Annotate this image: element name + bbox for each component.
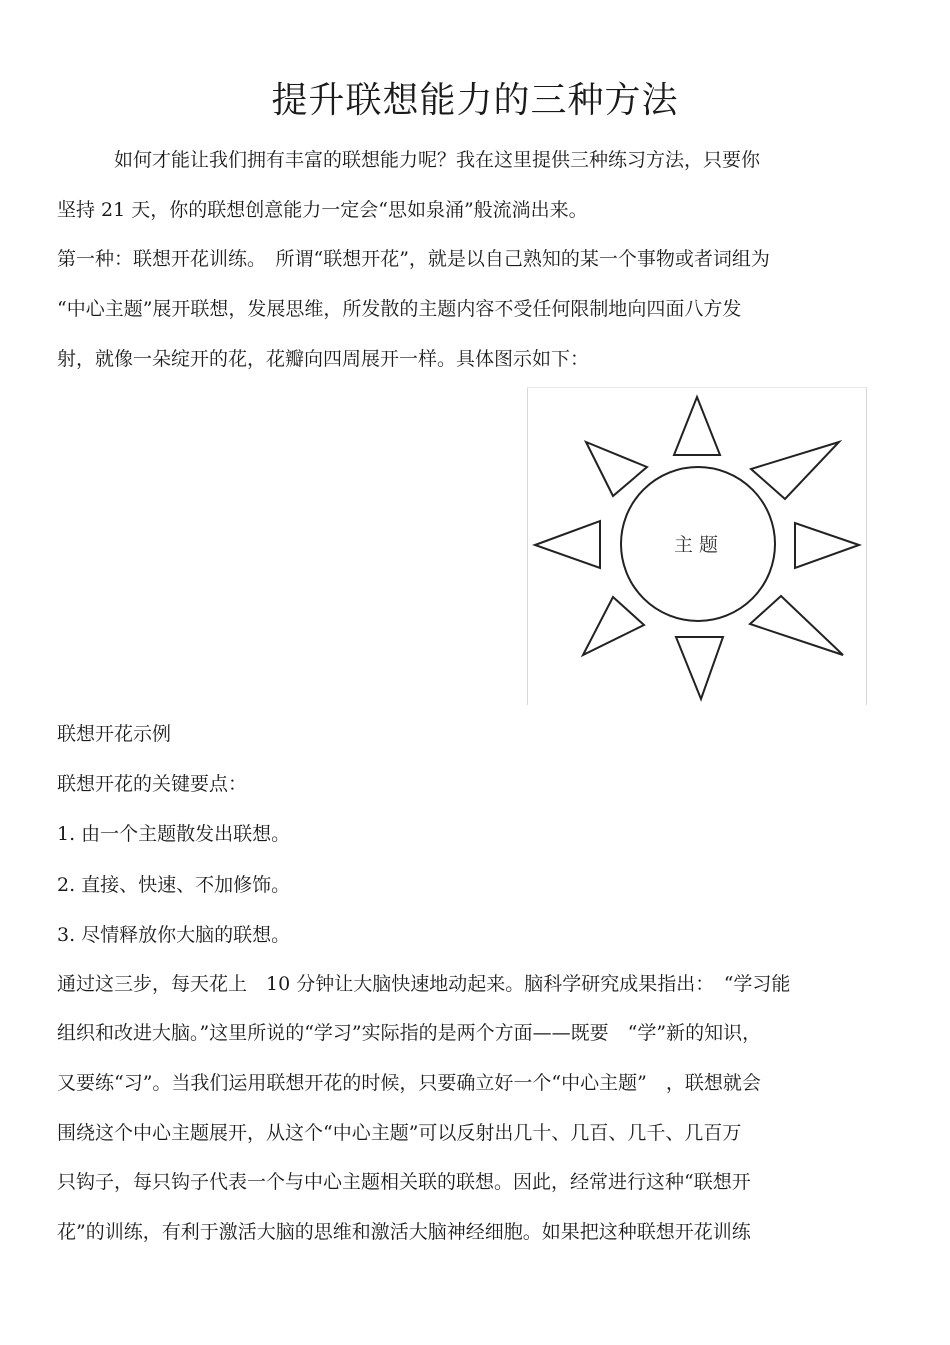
body-line-5: 只钩子，每只钩子代表一个与中心主题相关联的联想。因此，经常进行这种“联想开 — [57, 1171, 751, 1193]
petal-left — [535, 521, 600, 568]
method-one-line-2: “中心主题”展开联想，发展思维，所发散的主题内容不受任何限制地向四面八方发 — [57, 298, 742, 320]
body-line-4: 围绕这个中心主题展开，从这个“中心主题”可以反射出几十、几百、几千、几百万 — [57, 1122, 742, 1144]
body-line-2: 组织和改进大脑。”这里所说的“学习”实际指的是两个方面——既要 “学”新的知识， — [57, 1022, 762, 1044]
center-topic-label: 主 题 — [673, 534, 719, 556]
association-flower-diagram — [527, 387, 867, 705]
petal-bottom-left — [583, 597, 644, 655]
key-point-3: 3. 尽情释放你大脑的联想。 — [57, 924, 291, 946]
method-one-line-1: 第一种：联想开花训练。 所谓“联想开花”，就是以自己熟知的某一个事物或者词组为 — [57, 248, 770, 270]
petal-right — [795, 523, 859, 568]
page-title: 提升联想能力的三种方法 — [271, 80, 679, 121]
key-point-2: 2. 直接、快速、不加修饰。 — [57, 874, 291, 896]
key-points-heading: 联想开花的关键要点： — [57, 773, 248, 795]
key-point-1: 1. 由一个主题散发出联想。 — [57, 823, 291, 845]
petal-top — [674, 397, 720, 455]
petal-top-right — [751, 442, 839, 499]
body-line-3: 又要练“习”。当我们运用联想开花的时候，只要确立好一个“中心主题” ，联想就会 — [57, 1072, 761, 1094]
intro-line-2: 坚持 21 天，你的联想创意能力一定会“思如泉涌”般流淌出来。 — [57, 199, 588, 221]
body-line-6: 花”的训练，有利于激活大脑的思维和激活大脑神经细胞。如果把这种联想开花训练 — [57, 1221, 751, 1243]
body-line-1: 通过这三步，每天花上 10 分钟让大脑快速地动起来。脑科学研究成果指出： “学习能 — [57, 973, 791, 995]
intro-line-1: 如何才能让我们拥有丰富的联想能力呢？我在这里提供三种练习方法，只要你 — [57, 149, 761, 171]
diagram-caption: 联想开花示例 — [57, 723, 172, 745]
method-one-line-3: 射，就像一朵绽开的花，花瓣向四周展开一样。具体图示如下： — [57, 348, 590, 370]
petal-bottom-right — [750, 596, 843, 655]
petal-bottom — [676, 637, 723, 699]
petal-top-left — [586, 442, 647, 496]
